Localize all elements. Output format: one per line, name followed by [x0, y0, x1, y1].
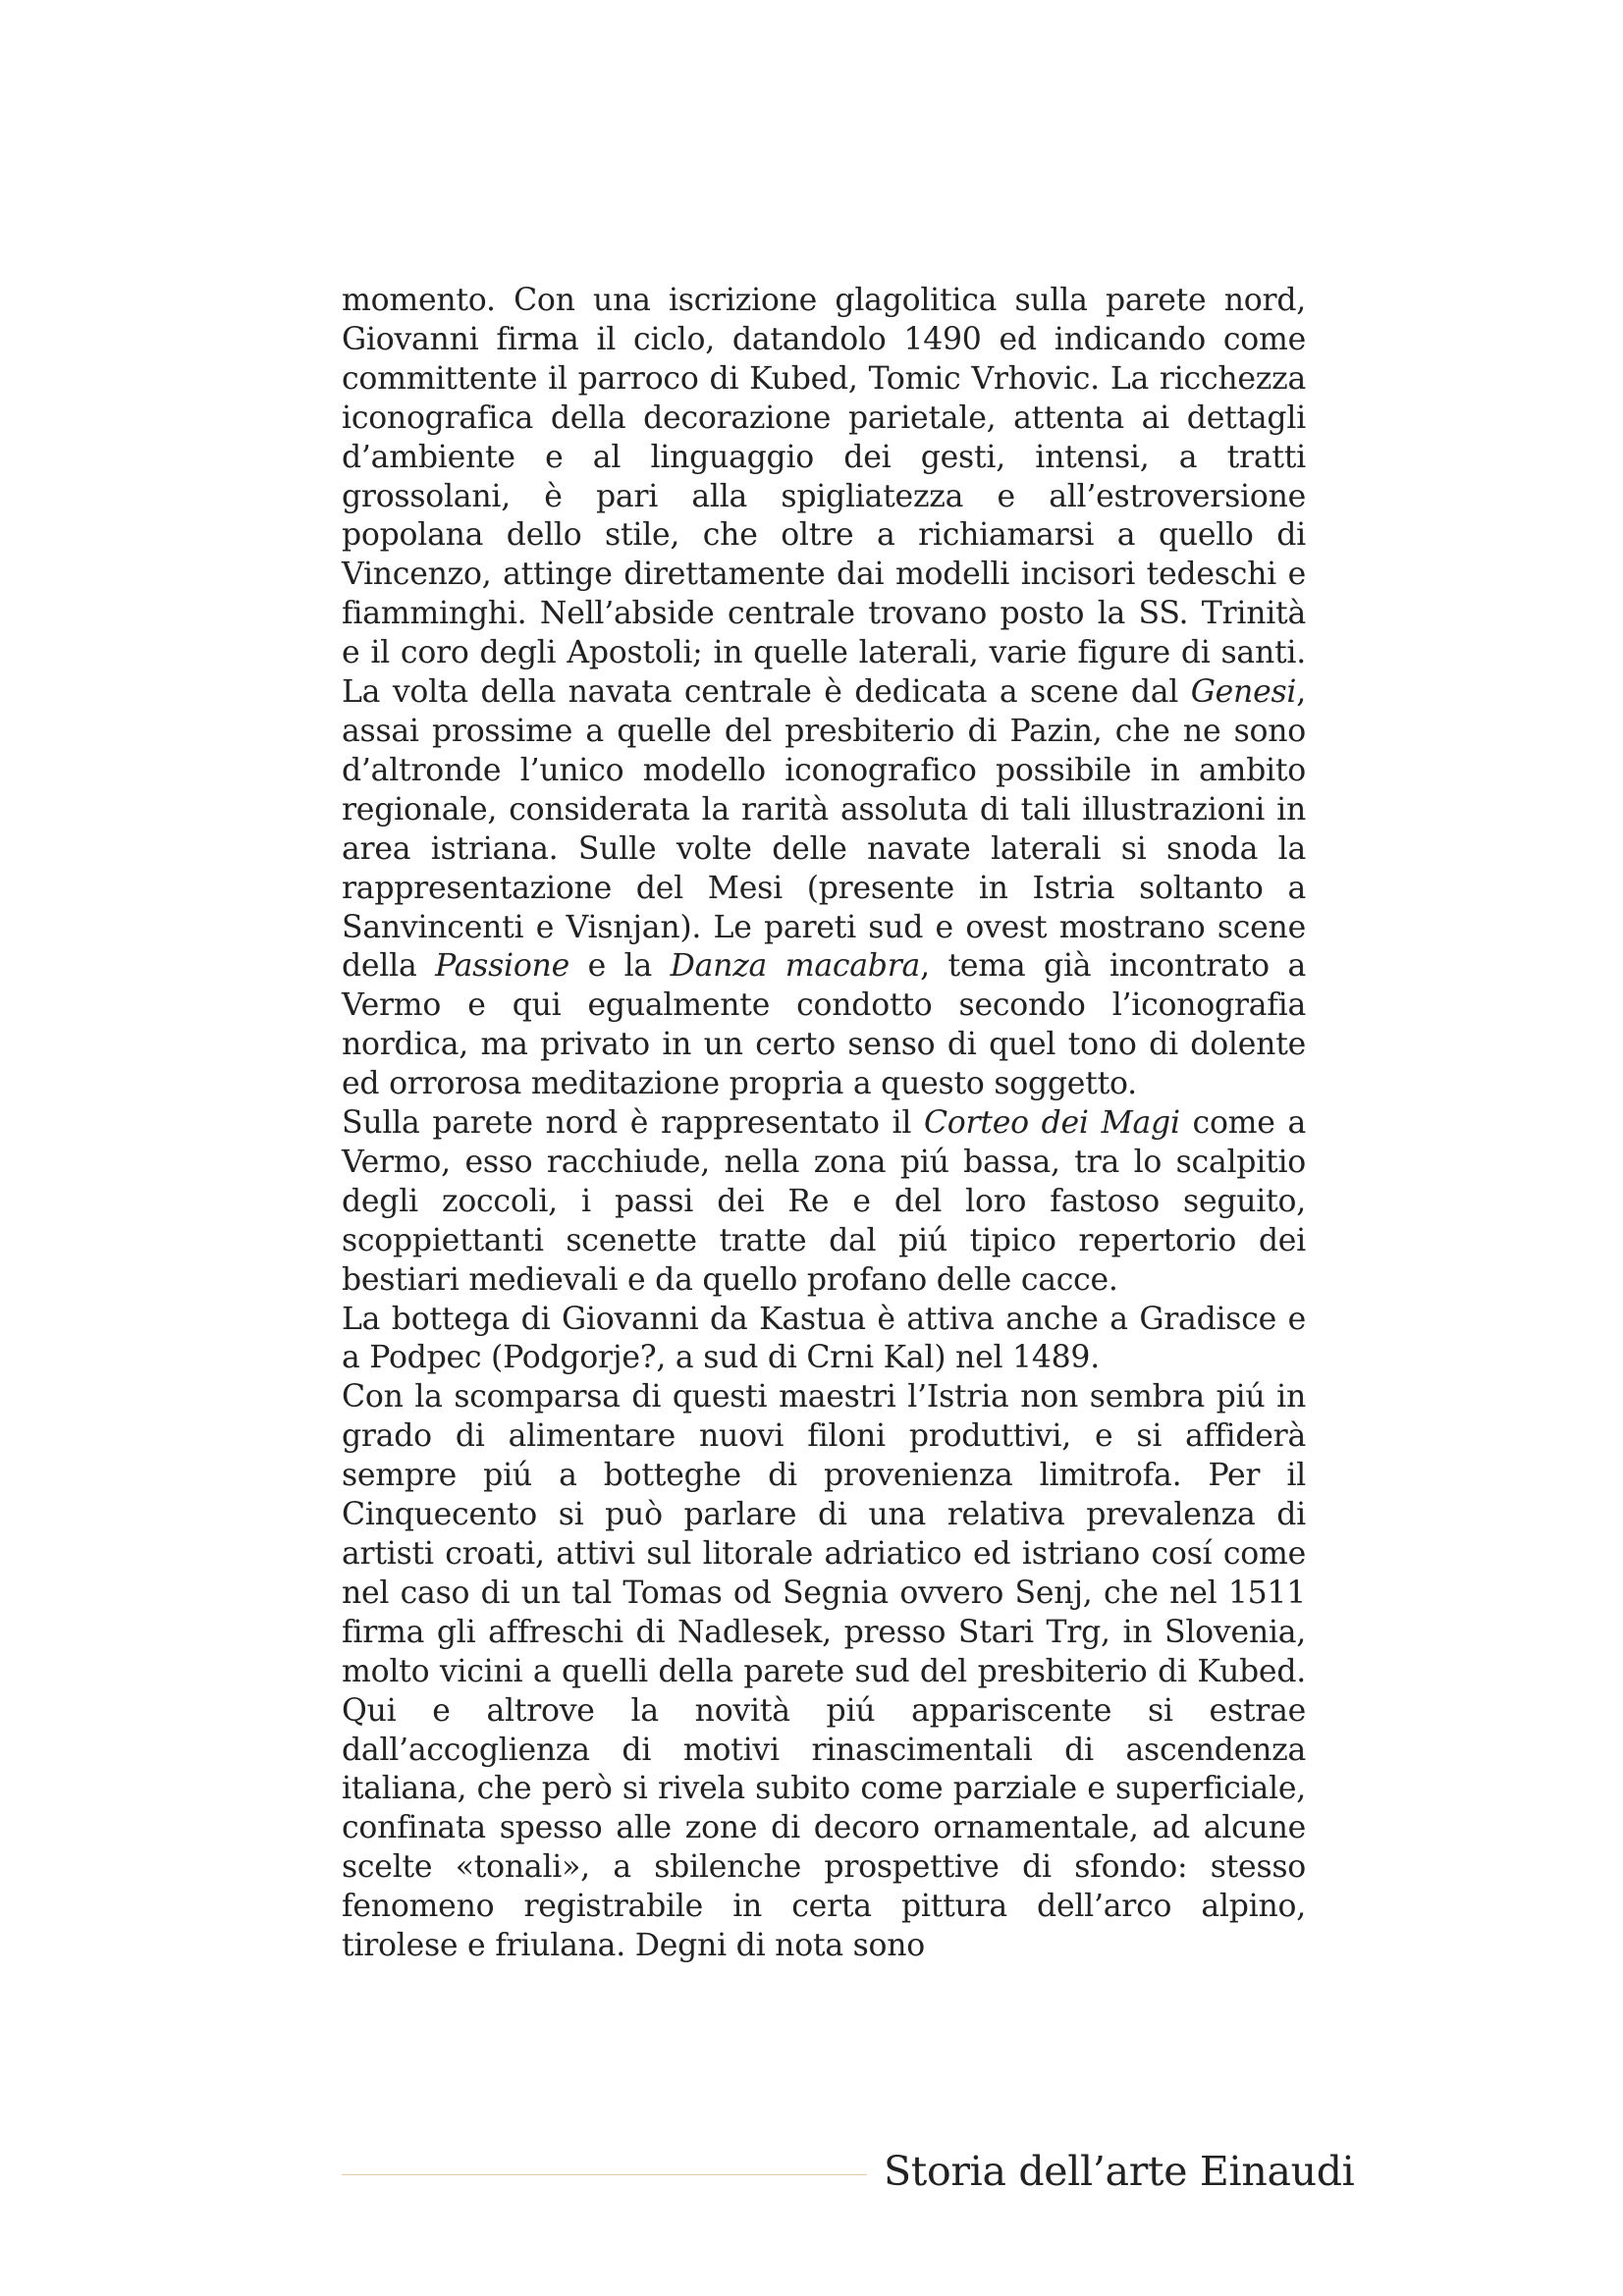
body-text [342, 282, 1306, 1966]
paragraph: Con la scomparsa di questi maestri l’Istria non sembra piú in grado di alimentare nuovi filoni produttivi, e si affiderà sempre piú a botteghe di provenienza limitrofa. Per il Cinquecento si può parlare di una relativa prevalenza di artisti croati, attivi sul litorale adriatico ed istriano cosí come nel caso di un tal Tomas od Segnia ovvero Senj, che nel 1511 firma gli affreschi di Nadlesek, presso Stari Trg, in Slovenia, molto vicini a quelli della parete sud del presbiterio di Kubed. Qui e altrove la novità piú appariscente si estrae dall’accoglienza di motivi rinascimentali di ascendenza italiana, che però si rivela subito come parziale e superficiale, confinata spesso alle zone di decoro ornamentale, ad alcune scelte «tonali», a sbilenche prospettive di sfondo: stesso fenomeno registrabile in certa pittura dell’arco alpino, tirolese e friulana. Degni di nota sono [342, 1379, 1306, 1964]
paragraph-text: come a Vermo, esso racchiude, nella zona piú bassa, tra lo scalpitio degli zoccoli, i passi dei Re e del loro fastoso seguito, scoppiettanti scenette tratte dal piú tipico repertorio dei bestiari medievali e da quello profano delle cacce. [342, 1105, 1306, 1298]
italic-title: Corteo dei Magi [923, 1105, 1180, 1142]
footer-title: Storia dell’arte Einaudi [884, 2148, 1355, 2195]
footer-rule [342, 2174, 867, 2175]
paragraph-text: e la [568, 948, 671, 985]
paragraph-text: , assai prossime a quelle del presbiterio di Pazin, che ne sono d’altronde l’unico modello iconografico possibile in ambito regionale, considerata la rarità assoluta di tali illustrazioni in area istriana. Sulle volte delle navate laterali si snoda la rappresentazione del Mesi (presente in Istria soltanto a Sanvincenti e Visnjan). Le pareti sud e ovest mostrano scene della [342, 674, 1306, 985]
italic-title: Genesi [1190, 674, 1297, 711]
paragraph [342, 282, 1306, 1104]
paragraph-text: momento. Con una iscrizione glagolitica sulla parete nord, Giovanni firma il ciclo, datandolo 1490 ed indicando come committente il parroco di Kubed, Tomic Vrhovic. La ricchezza iconografica della decorazione parietale, attenta ai dettagli d’ambiente e al linguaggio dei gesti, intensi, a tratti grossolani, è pari alla spigliatezza e all’estroversione popolana dello stile, che oltre a richiamarsi a quello di Vincenzo, attinge direttamente dai modelli incisori tedeschi e fiamminghi. Nell’abside centrale trovano posto la SS. Trinità e il coro degli Apostoli; in quelle laterali, varie figure di santi. La volta della navata centrale è dedicata a scene dal [342, 283, 1306, 711]
paragraph-text: Sulla parete nord è rappresentato il [342, 1105, 924, 1142]
paragraph: La bottega di Giovanni da Kastua è attiva anche a Gradisce e a Podpec (Podgorje?, a sud di Crni Kal) nel 1489. [342, 1301, 1306, 1376]
italic-title: Danza macabra [670, 948, 921, 985]
paragraph [342, 1104, 1306, 1301]
paragraph-text: , tema già incontrato a Vermo e qui egualmente condotto secondo l’iconografia nordica, ma privato in un certo senso di quel tono di dolente ed orrorosa meditazione propria a questo soggetto. [342, 948, 1306, 1102]
italic-title: Passione [435, 948, 569, 985]
